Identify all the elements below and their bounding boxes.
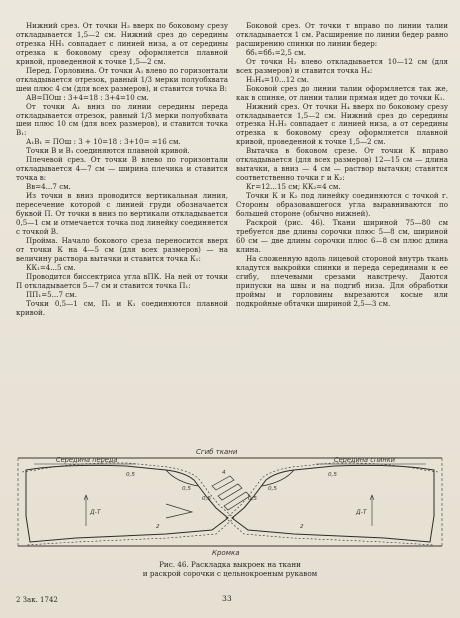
bias-facing-strip — [212, 476, 234, 490]
dimension-label: 4 — [222, 470, 226, 476]
formula: Вв=4...7 см. — [26, 182, 71, 192]
paragraph: Точки 0,5—1 см, П₁ и К₁ соединяются плавной кривой. — [16, 298, 228, 317]
paragraph: Пройма. Начало бокового среза переносится вверх от точки К на 4—5 см (для всех размеров) — на величину раствора вытачки и ставится точка К₁: — [16, 235, 228, 263]
paragraph: Перед. Горловина. От точки А₁ влево по горизонтали откладывается отрезок, равный 1/3 мерки полуобхвата шеи плюс 4 см (для всех размеров), и ставится точка В: — [16, 65, 228, 93]
seam-allowance-label: 0,5 — [248, 496, 257, 502]
seam-allowance-label: 0,5 — [182, 486, 191, 492]
seam-allowance-label: 0,5 — [126, 472, 135, 478]
caption-line: и раскрой сорочки с цельнокроеным рукавом — [142, 569, 318, 579]
formula: КК₁=4...5 см. — [26, 262, 76, 272]
bust-dart — [166, 504, 192, 518]
paragraph: Раскрой (рис. 46). Ткани шириной 75—80 см требуется две длины сорочки плюс 5—8 см, шириной 60 см — две длины сорочки плюс 6—8 см плюс длина клина. — [236, 217, 448, 254]
dimension-label: 2 — [300, 524, 304, 530]
paragraph: Из точки в вниз проводится вертикальная линия, пересечение которой с линией груди обозначается буквой П. От точки в вниз по вертикали откладывается 0,5—1 см и отмечается точка под линейку соединяется с точкой В. — [16, 191, 228, 236]
paragraph: Нижний срез. От точки Н₃ вверх по боковому срезу откладывается 1,5—2 см. Нижний срез до середины отрезка НН₁ совпадает с линией низа, а от середины отрезка к боковому срезу оформляется плавной кривой, проведенной к точке 1,5—2 см. — [16, 21, 228, 66]
formula: А₁В₁ = ПОш : 3 + 10=18 : 3+10= =16 см. — [26, 137, 181, 147]
formula: Кг=12...15 см; КК₂=4 см. — [246, 182, 341, 192]
bias-facing-strip — [218, 484, 242, 500]
paragraph: Точки В и В₁ соединяются плавной кривой. — [26, 146, 190, 156]
formula: ПП₁=5...7 см. — [26, 289, 77, 299]
pattern-layout-drawing — [16, 446, 444, 558]
caption-line: Рис. 46. Раскладка выкроек на ткани — [159, 560, 301, 569]
grain-label-right: Д-Т — [356, 509, 367, 516]
printer-signature: 2 Зак. 1742 — [16, 596, 58, 604]
paragraph: От точки А₁ вниз по линии середины переда откладывается отрезок, равный 1/3 мерки полуобхвата шеи плюс 10 см (для всех размеров), и ставится точка В₁: — [16, 101, 228, 138]
formula: бб₁=бб₁=2,5 см. — [246, 47, 306, 57]
figure-caption — [16, 560, 444, 578]
seam-allowance-label: 0,5 — [202, 496, 211, 502]
formula: АВ=ПОш : 3+4=18 : 3+4=10 см. — [26, 92, 149, 102]
paragraph: Боковой срез. От точки т вправо по линии талии откладывается 1 см. Расширение по линии бедер равно расширению спинки по линии бедер: — [236, 21, 448, 48]
pattern-layout-figure — [16, 446, 444, 558]
paragraph: Плечевой срез. От точки В влево по горизонтали откладывается 4—7 см — ширина плечика и ставится точка в: — [16, 155, 228, 183]
seam-allowance-label: 0,5 — [328, 472, 337, 478]
paragraph: Боковой срез до линии талии оформляется так же, как в спинке, от линии талии прямая идет до точки К₁. — [236, 83, 448, 102]
back-center-label: Середина спинки — [334, 456, 395, 464]
paragraph: Вытачка в боковом срезе. От точки К вправо откладывается (для всех размеров) 12—15 см — длина вытачки, а вниз — 4 см — раствор вытачки; ставятся соответственно точки г и К₂: — [236, 146, 448, 183]
paragraph: Нижний срез. От точки Н₄ вверх по боковому срезу откладывается 1,5—2 см. Нижний срез до середины отрезка Н₁Н₂ совпадает с линией низа, а от середины отрезка к боковому срезу оформляется плавной кривой, проведенной к точке 1,5—2 см. — [236, 101, 448, 147]
paragraph: От точки Н₃ влево откладывается 10—12 см (для всех размеров) и ставится точка Н₄: — [236, 56, 448, 75]
bias-facing-strip — [224, 492, 250, 510]
paragraph: Проводится биссектриса угла вПК. На ней от точки П откладывается 5—7 см и ставится точка П₁: — [16, 271, 228, 290]
dimension-label: 2 — [156, 524, 160, 530]
right-text-column — [236, 22, 448, 309]
fold-label: Сгиб ткани — [196, 448, 238, 456]
front-center-label: Середина переда — [56, 456, 118, 464]
paragraph: На сложенную вдоль лицевой стороной внутрь ткань кладутся выкройки спинки и переда серединами к ее сгибу, плечевыми срезами навстречу. Даются припуски на швы и на подгиб низа. Для обработки проймы и горловины вырезаются косые или подкройные обтачки шириной 2,5—3 см. — [236, 253, 448, 308]
seam-allowance-label: 0,5 — [268, 486, 277, 492]
selvage-label: Кромка — [212, 549, 240, 557]
left-text-column — [16, 22, 228, 317]
page-number: 33 — [222, 594, 232, 603]
formula: Н₃Н₄=10...12 см. — [246, 74, 309, 84]
grain-label-left: Д-Т — [90, 509, 101, 516]
paragraph: Точки К и К₂ под линейку соединяются с точкой г. Стороны образовавшегося угла выравниваются по большей стороне (обычно нижней). — [236, 191, 448, 219]
